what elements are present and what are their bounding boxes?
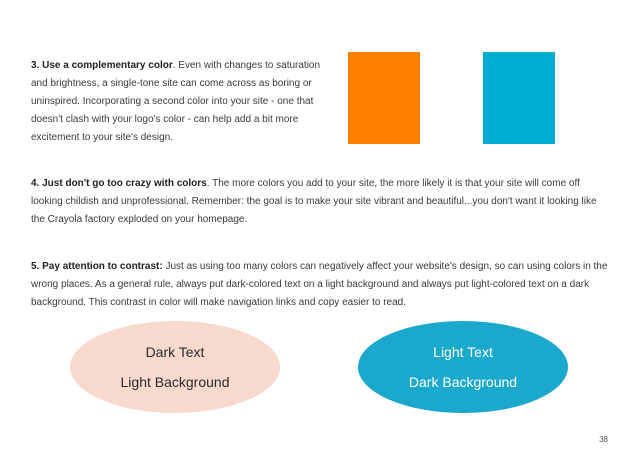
dark-background-example [358,321,568,413]
example-line-1: Light Text [433,344,493,360]
tip-contrast [31,258,616,312]
page-number: 38 [599,435,608,444]
orange-color-swatch [348,52,420,144]
tip-heading: 4. Just don't go too crazy with colors [31,178,207,189]
tip-heading: 5. Pay attention to contrast: [31,261,163,272]
tip-body: Just as using too many colors can negatively affect your website's design, so can using colors in the wrong places. As a general rule, always put dark-colored text on a light background and always put light-colored text on a dark background. This contrast in color will make navigation links and copy easier to read. [31,261,608,308]
tip-body: . The more colors you add to your site, the more likely it is that your site will come off looking childish and unprofessional. Remember: the goal is to make your site vibrant and beautiful...you don't want it looking like the Crayola factory exploded on your homepage. [31,178,597,225]
example-line-2: Dark Background [408,374,518,390]
tip-complementary-color [31,57,331,147]
blue-color-swatch [483,52,555,144]
tip-body: . Even with changes to saturation and brightness, a single-tone site can come across as boring or uninspired. Incorporating a second color into your site - one that doesn't clash with your logo's color - can help add a bit more excitement to your site's design. [31,60,321,143]
light-background-example [70,321,280,413]
tip-not-too-many-colors [31,175,611,229]
example-line-2: Light Background [120,374,230,390]
example-line-1: Dark Text [145,344,205,360]
tip-heading: 3. Use a complementary color [31,60,173,71]
